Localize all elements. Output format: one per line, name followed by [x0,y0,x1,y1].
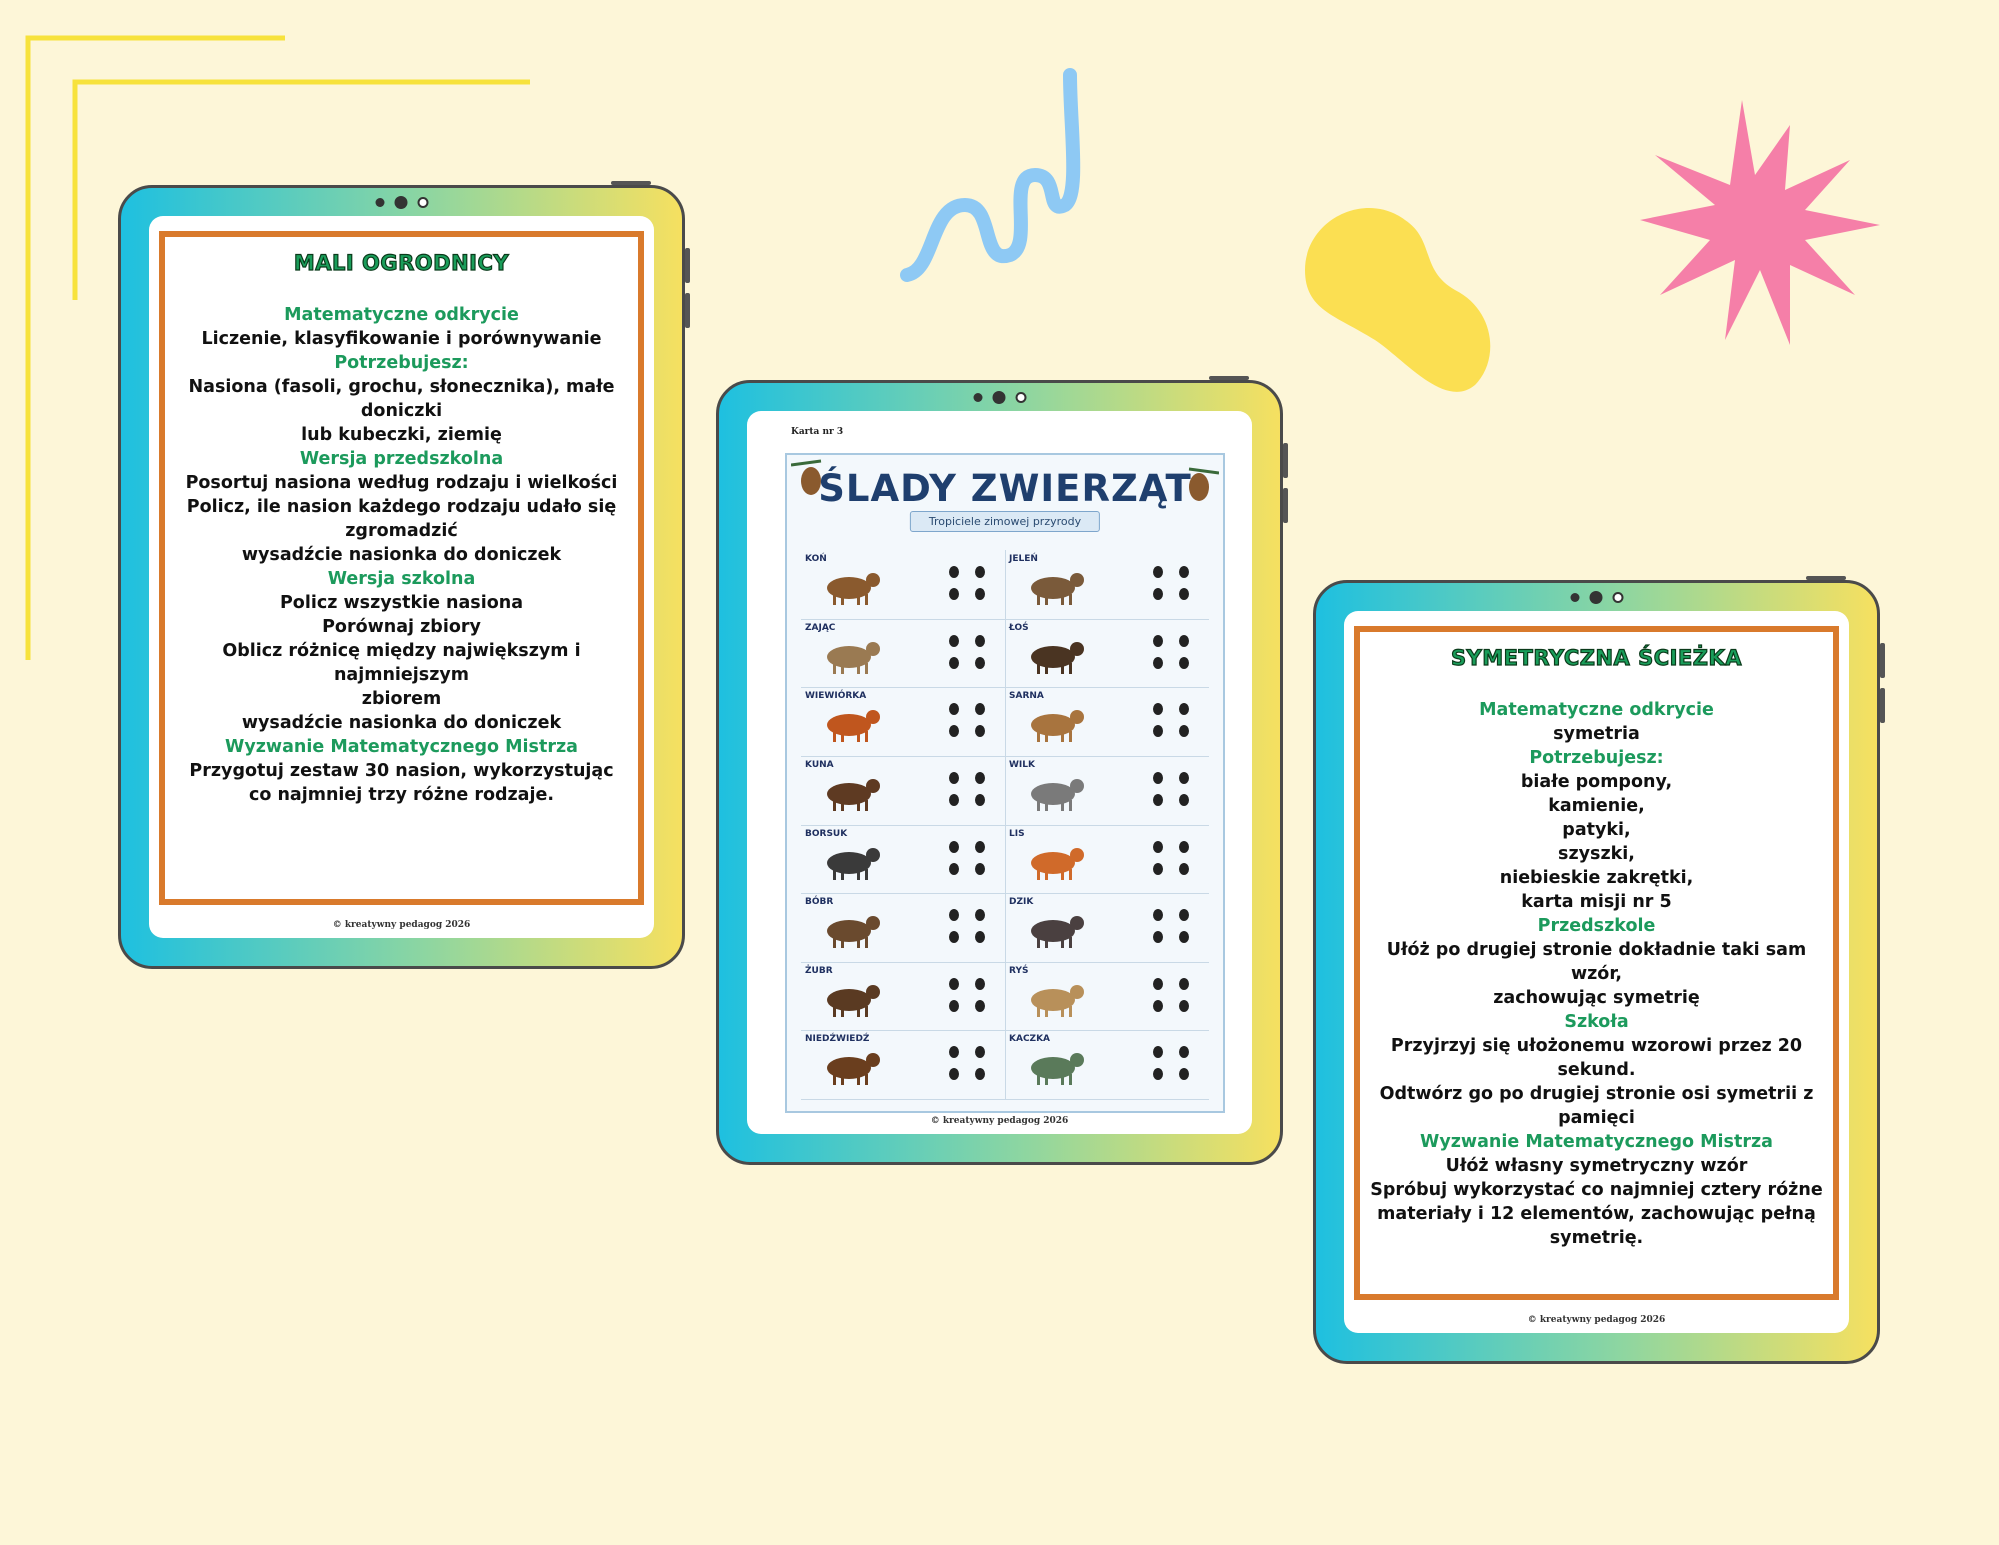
animal-cell [1005,687,1209,757]
card-body [165,303,638,807]
card-text-line: białe pompony, [1520,772,1673,792]
animal-name: LIS [1009,828,1025,839]
tablet-volume-button [1283,443,1288,478]
animal-cell [1005,550,1209,620]
card-text-line: karta misji nr 5 [1521,892,1672,912]
animal-illustration-icon [815,1046,887,1086]
pink-star-decoration [1640,100,1880,350]
card-text-line: Posortuj nasiona według rodzaju i wielkości [185,473,618,493]
animal-name: DZIK [1009,897,1034,908]
animal-tracks-icon [1141,905,1201,949]
animal-tracks-icon [1141,974,1201,1018]
right-tablet [1313,580,1880,1364]
animal-illustration-icon [1019,635,1091,675]
animal-name: ŁOŚ [1009,622,1029,633]
animal-illustration-icon [1019,978,1091,1018]
animal-name: KACZKA [1009,1034,1051,1045]
card-text-line: Przygotuj zestaw 30 nasion, wykorzystując [189,761,614,781]
tablet-power-button [1209,376,1249,380]
section-heading: Wersja przedszkolna [299,449,504,469]
card-title: SYMETRYCZNA ŚCIEŻKA [1450,646,1743,670]
card-text-line: symetria [1553,724,1640,744]
animal-name: SARNA [1009,691,1044,702]
animal-name: JELEŃ [1009,554,1038,564]
animal-cell [1005,962,1209,1032]
animal-name: WIEWIÓRKA [805,691,867,702]
animal-illustration-icon [1019,703,1091,743]
animal-name: NIEDŹWIEDŹ [805,1034,870,1045]
animal-cell [1005,756,1209,826]
animal-cell [801,687,1005,757]
animal-tracks-icon [937,631,997,675]
animal-name: WILK [1009,759,1035,770]
section-heading: Wyzwanie Matematycznego Mistrza [225,737,578,757]
left-tablet [118,185,685,969]
animal-tracks-icon [1141,1042,1201,1086]
section-heading: Wyzwanie Matematycznego Mistrza [1420,1132,1773,1152]
animal-cell [801,550,1005,620]
animal-tracks-poster [785,427,1225,1113]
animal-name: RYŚ [1009,965,1029,976]
tablet-power-button [611,181,651,185]
copyright-footer: © kreatywny pedagog 2026 [332,920,471,930]
tablet-power-button [1806,576,1846,580]
animal-name: ŻUBR [805,965,833,976]
card-text-line: wysadźcie nasionka do doniczek [241,713,562,733]
animal-tracks-icon [937,768,997,812]
tablet-volume-button [1283,488,1288,523]
tablet-screen [747,411,1252,1134]
animal-name: BORSUK [805,828,848,839]
card-text-line: zbiorem [361,689,442,709]
card-text-line: Policz, ile nasion każdego rodzaju udało się [186,497,617,517]
animal-cell [801,1030,1005,1100]
card-text-line: Ułóż po drugiej stronie dokładnie taki sam wzór, [1386,940,1807,984]
animal-illustration-icon [815,841,887,881]
card-text-line: co najmniej trzy różne rodzaje. [248,785,555,805]
card-text-line: Spróbuj wykorzystać co najmniej cztery różne [1370,1180,1823,1200]
tablet-volume-button [685,248,690,283]
card-text-line: zachowując symetrię [1493,988,1700,1008]
card-text-line: Policz wszystkie nasiona [279,593,524,613]
card-text-line: patyki, [1562,820,1631,840]
tablet-camera [375,196,428,209]
animal-tracks-icon [937,974,997,1018]
tablet-screen [1344,611,1849,1333]
card-text-line: Ułóż własny symetryczny wzór [1445,1156,1748,1176]
animal-cell [1005,893,1209,963]
animal-tracks-icon [937,905,997,949]
animal-tracks-icon [1141,562,1201,606]
animal-illustration-icon [815,566,887,606]
section-heading: Wersja szkolna [327,569,476,589]
animal-illustration-icon [815,635,887,675]
tablet-camera [973,391,1026,404]
animal-illustration-icon [815,978,887,1018]
animal-cell [801,893,1005,963]
tablet-screen [149,216,654,938]
animal-name: KOŃ [805,554,827,564]
card-text-line: kamienie, [1548,796,1645,816]
animal-tracks-icon [1141,699,1201,743]
card-text-line: Porównaj zbiory [322,617,481,637]
card-text-line: Liczenie, klasyfikowanie i porównywanie [201,329,602,349]
card-text-line: symetrię. [1549,1228,1644,1248]
card-title: MALI OGRODNICY [293,251,510,275]
animal-illustration-icon [1019,841,1091,881]
animal-name: ZAJĄC [805,622,836,633]
poster-title: ŚLADY ZWIERZĄT [818,467,1192,510]
tablet-volume-button [1880,688,1885,723]
animal-cell [1005,825,1209,895]
section-heading: Potrzebujesz: [334,353,469,373]
animal-tracks-icon [937,699,997,743]
animal-tracks-icon [937,562,997,606]
card-text-line: wysadźcie nasionka do doniczek [241,545,562,565]
animal-illustration-icon [1019,566,1091,606]
tablet-camera [1570,591,1623,604]
animal-tracks-icon [1141,837,1201,881]
animal-illustration-icon [815,772,887,812]
animal-illustration-icon [1019,772,1091,812]
animal-tracks-icon [1141,631,1201,675]
card-number: Karta nr 3 [791,427,844,437]
card-text-line: zgromadzić [345,521,458,541]
animal-cell [1005,1030,1209,1100]
animal-cell [801,756,1005,826]
tablet-volume-button [685,293,690,328]
card-body [1360,698,1833,1250]
card-text-line: Przyjrzyj się ułożonemu wzorowi przez 20 sekund. [1390,1036,1803,1080]
middle-tablet [716,380,1283,1165]
animal-tracks-icon [937,837,997,881]
card-text-line: Oblicz różnicę między największym i najmniejszym [222,641,581,685]
card-text-line: szyszki, [1558,844,1635,864]
activity-card [159,231,644,905]
animal-illustration-icon [1019,909,1091,949]
animal-illustration-icon [815,703,887,743]
section-heading: Matematyczne odkrycie [284,305,519,325]
animal-name: KUNA [805,759,834,770]
section-heading: Potrzebujesz: [1529,748,1664,768]
copyright-footer: © kreatywny pedagog 2026 [1527,1315,1666,1325]
animal-cell [1005,619,1209,689]
card-text-line: lub kubeczki, ziemię [301,425,502,445]
animal-grid [801,550,1209,1099]
section-heading: Szkoła [1564,1012,1629,1032]
animal-cell [801,825,1005,895]
card-text-line: Nasiona (fasoli, grochu, słonecznika), małe doniczki [188,377,615,421]
yellow-blob-decoration [1295,190,1505,400]
animal-name: BÓBR [805,897,834,908]
copyright-footer: © kreatywny pedagog 2026 [930,1116,1069,1126]
animal-tracks-icon [1141,768,1201,812]
blue-squiggle-decoration [895,65,1095,290]
section-heading: Przedszkole [1537,916,1656,936]
activity-card [1354,626,1839,1300]
animal-cell [801,619,1005,689]
card-text-line: materiały i 12 elementów, zachowując pełną [1377,1204,1816,1224]
card-text-line: Odtwórz go po drugiej stronie osi symetrii z pamięci [1379,1084,1814,1128]
section-heading: Matematyczne odkrycie [1479,700,1714,720]
animal-cell [801,962,1005,1032]
card-text-line: niebieskie zakrętki, [1499,868,1694,888]
poster-subtitle: Tropiciele zimowej przyrody [910,511,1100,532]
animal-illustration-icon [1019,1046,1091,1086]
animal-tracks-icon [937,1042,997,1086]
tablet-volume-button [1880,643,1885,678]
animal-illustration-icon [815,909,887,949]
